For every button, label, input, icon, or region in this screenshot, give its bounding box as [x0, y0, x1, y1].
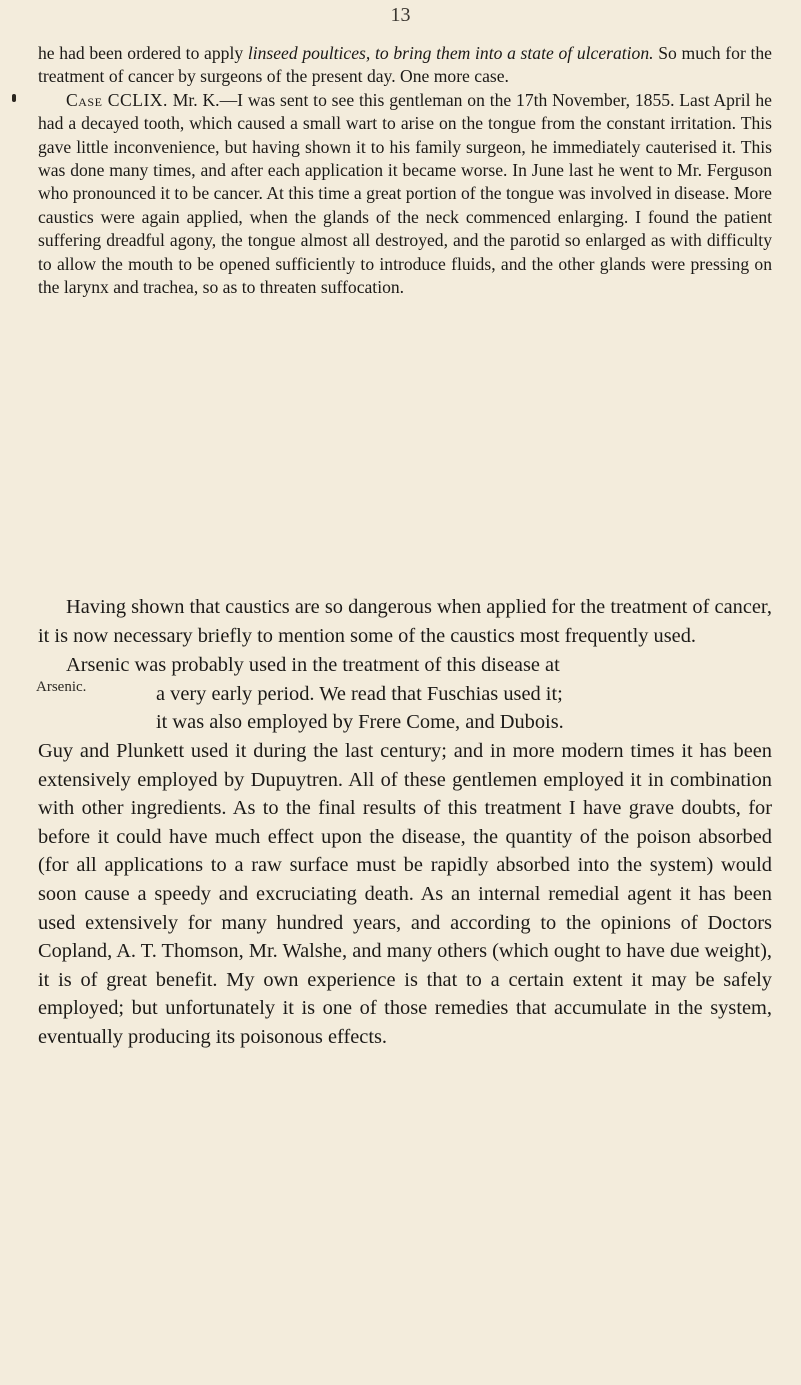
- arsenic-line-1: Arsenic was probably used in the treatment of this disease at: [66, 654, 560, 677]
- caustics-paragraph: Having shown that caustics are so dangerous when applied for the treatment of cancer, it is now necessary briefly to mention some of the caustics most frequently used.: [38, 596, 772, 647]
- intro-paragraph: [38, 42, 772, 89]
- intro-text-2: So much for the treatment of cancer by surgeons of the present day. One more case.: [38, 43, 772, 87]
- caustics-paragraphs: [38, 593, 772, 1052]
- margin-mark: [12, 94, 16, 102]
- intro-italic-text: linseed poultices, to bring them into a state of ulceration.: [247, 43, 654, 63]
- case-text: Mr. K.—I was sent to see this gentleman on the 17th November, 1855. Last April he had a decayed tooth, which caused a small wart to arise on the tongue from the constant irritation. This gave little inconvenience, but having shown it to his family surgeon, he immediately cauterised it. This was done many times, and after each application it became worse. In June last he went to Mr. Ferguson who pronounced it to be cancer. At this time a great portion of the tongue was involved in disease. More caustics were again applied, when the glands of the neck commenced enlarging. I found the patient suffering dreadful agony, the tongue almost all destroyed, and the parotid so enlarged as with difficulty to allow the mouth to be opened sufficiently to introduce fluids, and the other glands were pressing on the larynx and trachea, so as to threaten suffocation.: [38, 89, 772, 298]
- arsenic-rest: Guy and Plunkett used it during the last century; and in more modern times it has been extensively employed by Dupuytren. All of these gentlemen employed it in combination with other ingredients. As to the final results of this treatment I have grave doubts, for before it could have much effect upon the disease, the quantity of the poison absorbed (for all applications to a raw surface must be rapidly absorbed into the system) would soon cause a speedy and excruciating death. As an internal remedial agent it has been used extensively for many hundred years, and according to the opinions of Doctors Copland, A. T. Thomson, Mr. Walshe, and many others (which ought to have due weight), it is of great benefit. My own experience is that to a certain extent it may be safely employed; but unfortunately it is one of those remedies that accumulate in the system, eventually producing its poisonous effects.: [38, 739, 772, 1048]
- case-label: Case CCLIX.: [66, 89, 168, 110]
- side-note-arsenic: Arsenic.: [36, 679, 87, 696]
- arsenic-line-2: a very early period. We read that Fuschias used it;: [156, 682, 563, 705]
- arsenic-paragraph: [38, 651, 772, 1051]
- case-paragraphs: [38, 42, 772, 299]
- case-paragraph: [38, 89, 772, 300]
- page-number: 13: [390, 4, 411, 26]
- arsenic-line-3: it was also employed by Frere Come, and Dubois.: [156, 711, 564, 734]
- intro-text-1: he had been ordered to apply: [38, 43, 248, 63]
